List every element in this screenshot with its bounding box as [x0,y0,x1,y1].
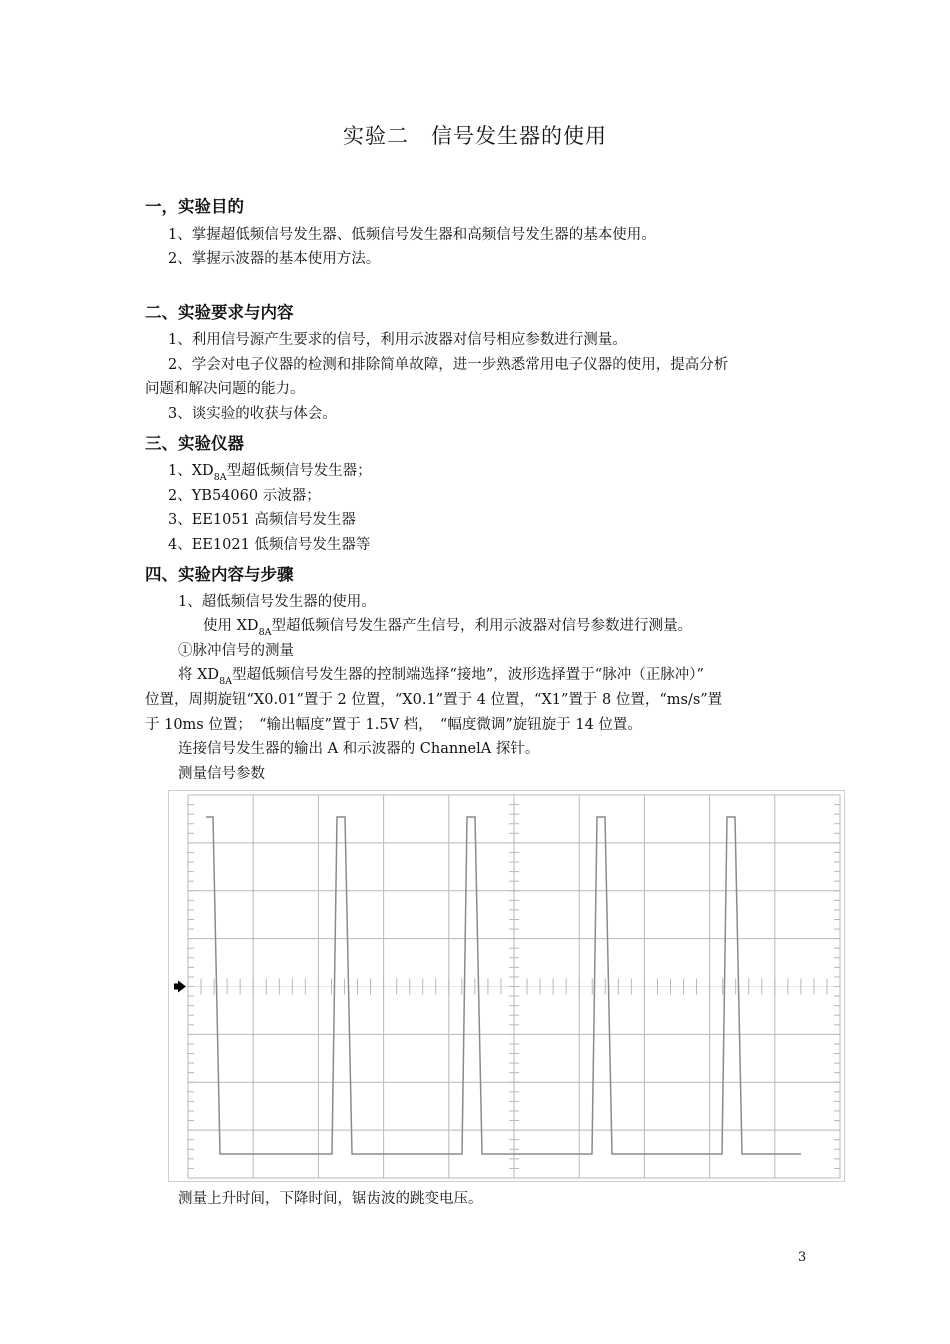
procedure-text: 测量信号参数 [178,766,265,782]
instrument-item: 4、EE1021 低频信号发生器等 [168,537,371,553]
page-number: 3 [798,1250,807,1265]
procedure-text: 测量上升时间，下降时间，锯齿波的跳变电压。 [178,1191,483,1207]
ground-marker-icon [174,984,180,990]
instrument-item: 3、EE1051 高频信号发生器 [168,512,356,528]
oscilloscope-screen [168,790,845,1182]
requirement-item: 1、利用信号源产生要求的信号，利用示波器对信号相应参数进行测量。 [168,332,627,348]
procedure-text: 使用 $XD_{8A}$型超低频信号发生器产生信号，利用示波器对信号参数进行测量。 [203,618,692,638]
instrument-item: 1、$XD_{8A}$型超低频信号发生器； [168,463,372,483]
requirement-item: 2、学会对电子仪器的检测和排除简单故障，进一步熟悉常用电子仪器的使用，提高分析 [168,357,729,373]
procedure-text: 于 10ms 位置； “输出幅度”置于 1.5V 档， “幅度微调”旋钮旋于 14 位置。 [145,717,642,733]
section-heading-procedure: 四、实验内容与步骤 [145,565,294,584]
procedure-text: 连接信号发生器的输出 A 和示波器的 ChannelA 探针。 [178,741,540,757]
page-title: 实验二 信号发生器的使用 [343,124,607,148]
requirement-item: 3、谈实验的收获与体会。 [168,406,337,422]
section-heading-instruments: 三、实验仪器 [145,434,244,453]
procedure-text: 将 $XD_{8A}$型超低频信号发生器的控制端选择“接地”，波形选择置于“脉冲（正脉冲）” [178,667,704,687]
instrument-item: 2、YB54060 示波器； [168,488,321,504]
procedure-step: 1、超低频信号发生器的使用。 [178,594,376,610]
pulse-waveform [206,817,801,1154]
section-heading-objectives: 一，实验目的 [145,197,244,216]
procedure-text: 位置，周期旋钮“X0.01”置于 2 位置，“X0.1”置于 4 位置，“X1”置于 8 位置，“ms/s”置 [145,692,723,708]
section-heading-requirements: 二、实验要求与内容 [145,303,294,322]
procedure-subheading: ①脉冲信号的测量 [178,643,294,659]
objective-item: 1、掌握超低频信号发生器、低频信号发生器和高频信号发生器的基本使用。 [168,227,656,243]
objective-item: 2、掌握示波器的基本使用方法。 [168,251,381,267]
requirement-item-continued: 问题和解决问题的能力。 [145,381,305,397]
